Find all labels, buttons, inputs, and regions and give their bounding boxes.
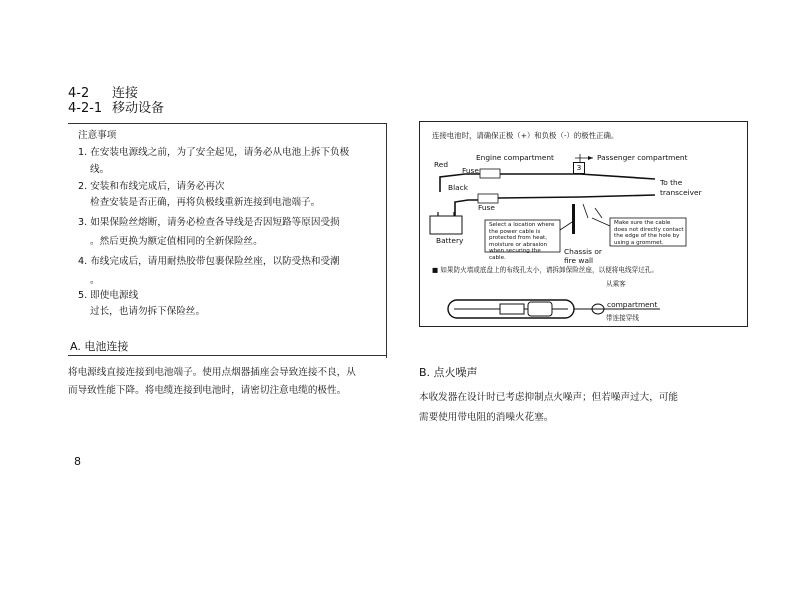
label-battery: Battery <box>436 236 464 245</box>
notice-line: 过长，也请勿拆下保险丝。 <box>90 306 206 317</box>
notice-line: 5. 即使电源线 <box>78 290 139 301</box>
notice-title: 注意事项 <box>78 130 117 141</box>
label-chassis: Chassis or <box>564 247 602 256</box>
notice-line: 3. 如果保险丝熔断，请务必检查各导线是否因短路等原因受损 <box>78 217 340 228</box>
section-b-title: B. 点火噪声 <box>419 366 478 379</box>
section-b-line: 需要使用带电阻的消噪火花塞。 <box>419 412 554 423</box>
subsection-number: 4-2-1 <box>68 101 103 116</box>
section-a-line: 将电源线直接连接到电池端子。使用点烟器插座会导致连接不良，从 <box>68 367 356 378</box>
notice-divider <box>68 355 386 356</box>
note-left: Select a location where the power cable is protected from heat, moisture or abrasion when securing the cable. <box>489 222 555 261</box>
label-compartment: compartment <box>607 300 658 309</box>
label-to-the: To the <box>660 178 683 187</box>
notice-line: 4. 布线完成后，请用耐热胶带包裹保险丝座，以防受热和受潮 <box>78 256 340 267</box>
page-number: 8 <box>74 455 81 468</box>
subsection-heading <box>68 97 164 116</box>
label-black: Black <box>448 183 468 192</box>
wiring-diagram-svg <box>420 122 747 326</box>
section-number: 4-2 <box>68 86 90 101</box>
notice-line: 线。 <box>90 164 110 175</box>
note-chinese: ■ 如果防火墙或底盘上的布线孔太小，请拆卸保险丝座，以便将电线穿过孔。 <box>432 266 658 274</box>
section-a-title: A. 电池连接 <box>70 340 129 353</box>
label-engine: Engine compartment <box>476 153 554 162</box>
section-title: 连接 <box>112 86 139 101</box>
notice-line: 。 <box>90 275 100 286</box>
notice-line: 1. 在安装电源线之前，为了安全起见，请务必从电池上拆下负极 <box>78 147 350 158</box>
label-red: Red <box>434 160 449 169</box>
label-cn-cable: 带连接穿线 <box>606 314 639 322</box>
label-fuse-1: Fuse <box>462 166 479 175</box>
notice-line: 检查安装是否正确，再将负极线重新连接到电池端子。 <box>90 197 321 208</box>
section-b-line: 本收发器在设计时已考虑抑制点火噪声；但若噪声过大，可能 <box>419 392 679 403</box>
subsection-title: 移动设备 <box>112 101 165 116</box>
notice-box <box>68 123 387 358</box>
label-fire-wall: fire wall <box>564 256 594 265</box>
label-transceiver: transceiver <box>660 188 702 197</box>
note-right: Make sure the cable does not directly contact the edge of the hole by using a grommet. <box>614 220 684 246</box>
notice-line: 2. 安装和布线完成后，请务必再次 <box>78 181 225 192</box>
label-cn-small: 从乘客 <box>606 280 626 288</box>
label-passenger: Passenger compartment <box>597 153 688 162</box>
section-a-line: 而导致性能下降。将电缆连接到电池时，请密切注意电缆的极性。 <box>68 385 347 396</box>
notice-line: 。然后更换为额定值相同的全新保险丝。 <box>90 236 263 247</box>
figure-caption-top: 连接电池时，请确保正极（+）和负极（-）的极性正确。 <box>432 131 619 140</box>
wiring-diagram <box>419 121 748 327</box>
box-number: 3 <box>573 162 585 174</box>
label-fuse-2: Fuse <box>478 203 495 212</box>
